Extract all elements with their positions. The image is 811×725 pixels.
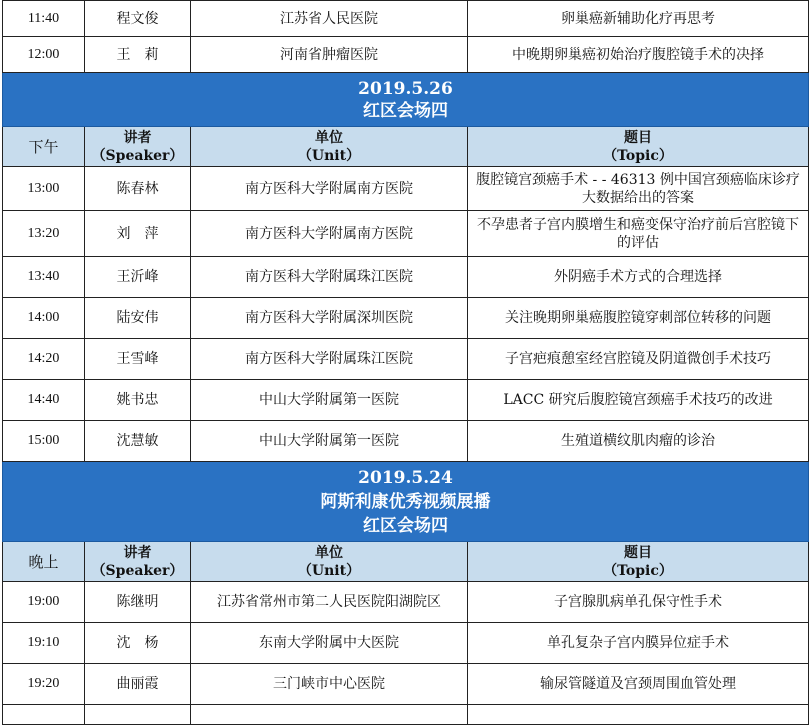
unit-header: [191, 127, 468, 167]
speaker-cell: 刘 萍: [85, 211, 191, 257]
unit-cell: 南方医科大学附属南方医院: [191, 167, 468, 211]
unit-cell: 中山大学附属第一医院: [191, 421, 468, 462]
topic-cell: 输尿管隧道及宫颈周围血管处理: [468, 664, 809, 705]
speaker-cell: 陈继明: [85, 582, 191, 623]
speaker-header: [85, 542, 191, 582]
schedule-table: [2, 0, 809, 725]
unit-cell: 南方医科大学附属珠江医院: [191, 257, 468, 298]
topic-header-en: （Topic）: [603, 562, 673, 579]
speaker-cell: 沈 杨: [85, 623, 191, 664]
unit-cell: [191, 705, 468, 725]
speaker-header-cn: 讲者: [123, 129, 152, 146]
time-cell: 11:40: [3, 1, 85, 37]
unit-cell: 三门峡市中心医院: [191, 664, 468, 705]
speaker-cell: 程文俊: [85, 1, 191, 37]
speaker-header-en: （Speaker）: [91, 562, 184, 579]
session-banner: [3, 73, 809, 127]
unit-cell: 南方医科大学附属珠江医院: [191, 339, 468, 380]
speaker-cell: 王 莉: [85, 37, 191, 73]
time-cell: 14:00: [3, 298, 85, 339]
unit-cell: 南方医科大学附属深圳医院: [191, 298, 468, 339]
time-cell: [3, 705, 85, 725]
topic-header-en: （Topic）: [603, 147, 673, 164]
speaker-cell: 陈春林: [85, 167, 191, 211]
topic-cell: 中晚期卵巢癌初始治疗腹腔镜手术的决择: [468, 37, 809, 73]
topic-cell: 单孔复杂子宫内膜异位症手术: [468, 623, 809, 664]
time-cell: 19:10: [3, 623, 85, 664]
topic-header: [468, 542, 809, 582]
unit-cell: 江苏省人民医院: [191, 1, 468, 37]
table-row: [3, 37, 809, 73]
speaker-cell: 王雪峰: [85, 339, 191, 380]
unit-cell: 江苏省常州市第二人民医院阳湖院区: [191, 582, 468, 623]
speaker-cell: 曲丽霞: [85, 664, 191, 705]
period-label: 下午: [3, 127, 85, 167]
unit-header-cn: 单位: [315, 129, 343, 146]
session-banner-cell: [3, 462, 809, 542]
table-row: [3, 380, 809, 421]
topic-cell: 子宫腺肌病单孔保守性手术: [468, 582, 809, 623]
table-row: [3, 211, 809, 257]
time-cell: 12:00: [3, 37, 85, 73]
unit-cell: 河南省肿瘤医院: [191, 37, 468, 73]
table-row: [3, 257, 809, 298]
speaker-cell: [85, 705, 191, 725]
topic-cell: 外阴癌手术方式的合理选择: [468, 257, 809, 298]
period-label: 晚上: [3, 542, 85, 582]
session-banner-cell: [3, 73, 809, 127]
time-cell: 14:20: [3, 339, 85, 380]
session-banner: [3, 462, 809, 542]
table-row: [3, 705, 809, 725]
table-row: [3, 623, 809, 664]
topic-header-cn: 题目: [624, 129, 652, 146]
topic-cell: LACC 研究后腹腔镜宫颈癌手术技巧的改进: [468, 380, 809, 421]
speaker-cell: 陆安伟: [85, 298, 191, 339]
unit-header: [191, 542, 468, 582]
session-venue: 红区会场四: [363, 515, 448, 536]
topic-cell: 子宫疤痕憩室经宫腔镜及阴道微创手术技巧: [468, 339, 809, 380]
time-cell: 13:40: [3, 257, 85, 298]
topic-header-cn: 题目: [624, 544, 652, 561]
time-cell: 19:00: [3, 582, 85, 623]
table-row: [3, 167, 809, 211]
time-cell: 15:00: [3, 421, 85, 462]
speaker-cell: 沈慧敏: [85, 421, 191, 462]
topic-cell: 腹腔镜宫颈癌手术 - - 46313 例中国宫颈癌临床诊疗大数据给出的答案: [468, 167, 809, 211]
session-date: 2019.5.26: [358, 78, 453, 99]
topic-cell: [468, 705, 809, 725]
topic-cell: 卵巢癌新辅助化疗再思考: [468, 1, 809, 37]
session-title: 阿斯利康优秀视频展播: [320, 491, 491, 512]
table-row: [3, 582, 809, 623]
unit-header-en: （Unit）: [297, 147, 361, 164]
time-cell: 19:20: [3, 664, 85, 705]
table-row: [3, 298, 809, 339]
topic-cell: 关注晚期卵巢癌腹腔镜穿刺部位转移的问题: [468, 298, 809, 339]
speaker-cell: 王沂峰: [85, 257, 191, 298]
table-row: [3, 421, 809, 462]
table-row: [3, 339, 809, 380]
table-row: [3, 1, 809, 37]
time-cell: 14:40: [3, 380, 85, 421]
session-date: 2019.5.24: [358, 467, 453, 488]
speaker-header-cn: 讲者: [123, 544, 152, 561]
topic-cell: 不孕患者子宫内膜增生和癌变保守治疗前后宫腔镜下的评估: [468, 211, 809, 257]
unit-cell: 中山大学附属第一医院: [191, 380, 468, 421]
topic-header: [468, 127, 809, 167]
speaker-header: [85, 127, 191, 167]
speaker-cell: 姚书忠: [85, 380, 191, 421]
speaker-header-en: （Speaker）: [91, 147, 184, 164]
column-header-row: [3, 542, 809, 582]
unit-cell: 南方医科大学附属南方医院: [191, 211, 468, 257]
unit-header-cn: 单位: [315, 544, 343, 561]
table-row: [3, 664, 809, 705]
time-cell: 13:20: [3, 211, 85, 257]
session-venue: 红区会场四: [363, 100, 448, 121]
time-cell: 13:00: [3, 167, 85, 211]
column-header-row: [3, 127, 809, 167]
unit-cell: 东南大学附属中大医院: [191, 623, 468, 664]
unit-header-en: （Unit）: [297, 562, 361, 579]
topic-cell: 生殖道横纹肌肉瘤的诊治: [468, 421, 809, 462]
